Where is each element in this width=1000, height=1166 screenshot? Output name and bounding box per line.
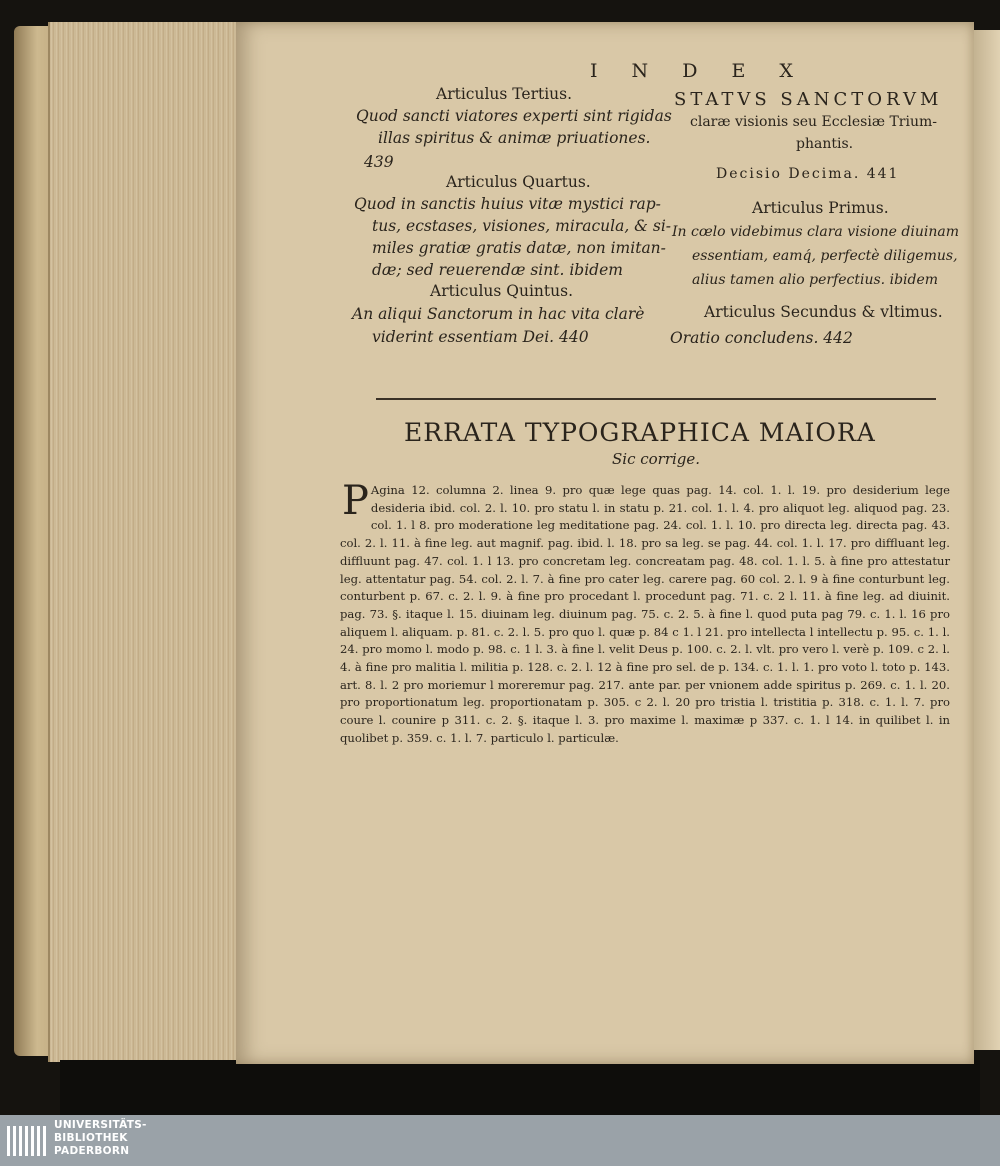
section-heading: STATVS SANCTORVM — [674, 89, 943, 110]
errata-subtitle: Sic corrige. — [612, 450, 701, 468]
index-entry: miles gratiæ gratis datæ, non imitan- — [372, 239, 666, 257]
index-entry: illas spiritus & animæ priuationes. — [378, 129, 651, 147]
index-entry: Articulus Primus. — [752, 199, 889, 217]
index-entry: phantis. — [796, 136, 854, 152]
errata-text — [340, 478, 950, 748]
index-entry: Articulus Tertius. — [436, 85, 573, 103]
index-entry: Oratio concludens. 442 — [670, 329, 853, 347]
running-header: I N D E X — [590, 60, 807, 82]
index-entry: Articulus Quintus. — [430, 282, 573, 300]
page-stack-edge — [48, 22, 240, 1062]
index-entry: Articulus Secundus & vltimus. — [704, 303, 943, 321]
index-entry: dæ; sed reuerendæ sint. ibidem — [372, 261, 623, 279]
errata-title: ERRATA TYPOGRAPHICA MAIORA — [404, 418, 876, 447]
library-name — [54, 1119, 147, 1158]
index-entry: Articulus Quartus. — [446, 173, 591, 191]
library-logo-icon — [6, 1122, 48, 1160]
index-entry: essentiam, eamq́, perfectè diligemus, — [692, 248, 958, 264]
library-name-line: PADERBORN — [54, 1145, 130, 1157]
bottom-shadow — [60, 1060, 980, 1115]
library-footer-bar — [0, 1115, 1000, 1166]
index-entry: tus, ecstases, visiones, miracula, & si- — [372, 217, 672, 235]
decisio-heading: Decisio Decima. 441 — [716, 166, 900, 182]
library-name-line: BIBLIOTHEK — [54, 1132, 128, 1144]
facing-page-edge — [970, 30, 1000, 1050]
page-number: 439 — [364, 153, 394, 171]
library-name-line: UNIVERSITÄTS- — [54, 1119, 147, 1131]
drop-cap: P — [342, 478, 369, 524]
index-entry: Quod sancti viatores experti sint rigidas — [356, 107, 672, 125]
index-entry: claræ visionis seu Ecclesiæ Trium- — [690, 114, 937, 130]
index-entry: In cœlo videbimus clara visione diuinam — [672, 224, 959, 240]
errata-body-text: Agina 12. columna 2. linea 9. pro quæ lege quas pag. 14. col. 1. l. 19. pro desiderium lege desideria ibid. col. 2. l. 10. pro statu l. in statu p. 21. col. 1. l. 4. pro aliquot leg. aliquod pag. 23. col. 1. l 8. pro moderatione leg meditatione pag. 24. col. 1. l. 10. pro directa leg. directa pag. 43. col. 2. l. 11. à fine leg. aut magnif. pag. ibid. l. 18. pro sa leg. se pag. 44. col. 1. l. 17. pro diffluant leg. diffluunt pag. 47. col. 1. l 13. pro concretam leg. concreatam pag. 48. col. 1. l. 5. à fine pro attestatur leg. attentatur pag. 54. col. 2. l. 7. à fine pro cater leg. carere pag. 60 col. 2. l. 9 à fine conturbunt leg. conturbent p. 67. c. 2. l. 9. à fine pro procedant l. procedunt pag. 71. c. 2 l. 11. à fine leg. ad diuinit. pag. 73. §. itaque l. 15. diuinam leg. diuinum pag. 75. c. 2. 5. à fine l. quod puta pag 79. c. 1. l. 16 pro aliquem l. aliquam. p. 81. c. 2. l. 5. pro quo l. quæ p. 84 c 1. l 21. pro intellecta l intellectu p. 95. c. 1. l. 24. pro momo l. modo p. 98. c. 1 l. 3. à fine l. velit Deus p. 100. c. 2. l. vlt. pro vero l. verè p. 109. c 2. l. 4. à fine pro malitia l. militia p. 128. c. 2. l. 12 à fine pro sel. de p. 134. c. 1. l. 1. pro voto l. toto p. 143. art. 8. l. 2 pro moriemur l moreremur pag. 217. ante par. per vnionem adde spiritus p. 269. c. 1. l. 20. pro proportionatum leg. proportionatam p. 305. c 2. l. 20 pro tristia l. tristitia p. 318. c. 1. l. 7. pro coure l. counire p 311. c. 2. §. itaque l. 3. pro maxime l. maximæ p 337. c. 1. l 14. in quilibet l. in quolibet p. 359. c. 1. l. 7. particulo l. particulæ. — [340, 483, 950, 745]
index-entry: Quod in sanctis huius vitæ mystici rap- — [354, 195, 661, 213]
section-divider — [376, 398, 936, 400]
index-entry: An aliqui Sanctorum in hac vita clarè — [352, 305, 645, 323]
index-entry: viderint essentiam Dei. 440 — [372, 328, 589, 346]
index-entry: alius tamen alio perfectius. ibidem — [692, 272, 939, 288]
